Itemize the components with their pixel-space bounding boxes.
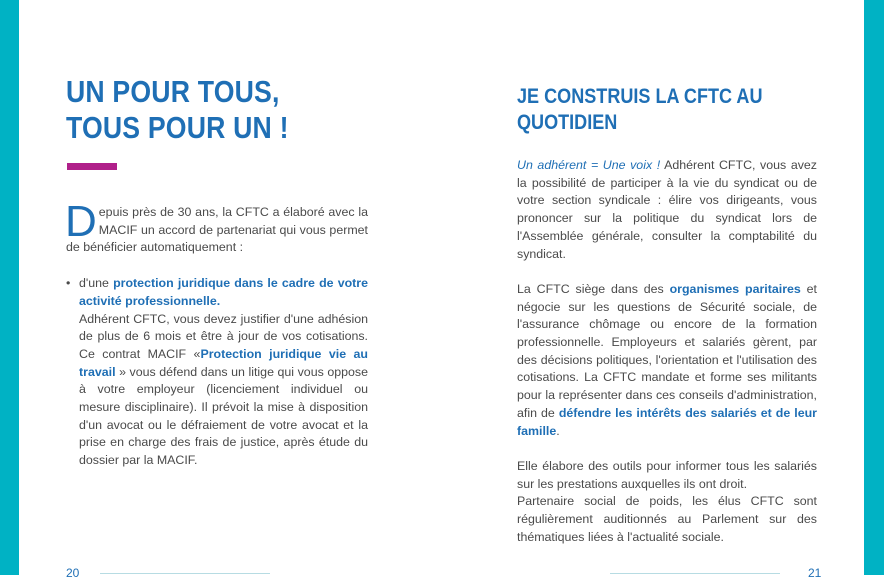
left-footer-rule bbox=[100, 573, 270, 574]
left-accent-band bbox=[0, 0, 19, 575]
right-page-title bbox=[517, 84, 762, 136]
voice-text: Adhérent CFTC, vous avez la possibilité de participer à la vie du syndicat ou de votre section syndicale : élire vos dirigeants, vous prononcer sur la politique du syndicat lors de l'Assemblée générale, consulter la comptabilité du syndicat. bbox=[517, 158, 817, 261]
paritaires-highlight: organismes paritaires bbox=[669, 281, 801, 296]
bullet-icon: • bbox=[66, 276, 71, 291]
right-title-line-1: JE CONSTRUIS LA CFTC AU bbox=[517, 85, 763, 108]
left-title-line-1: UN POUR TOUS, bbox=[66, 74, 280, 109]
right-title-line-2: QUOTIDIEN bbox=[517, 111, 618, 134]
intro-paragraph bbox=[65, 197, 368, 257]
detail-paragraph bbox=[66, 311, 368, 470]
left-title-line-2: TOUS POUR UN ! bbox=[66, 110, 289, 145]
detail-text-2: » vous défend dans un litige qui vous oppose à votre employeur (licenciement individuel ou mesure disciplinaire). Il prévoit la mise à disposition d'un avocat ou le défraiement de votre avocat et la prise en charge des frais de justice, après étude du dossier par la MACIF. bbox=[79, 364, 368, 468]
bullet-highlight: protection juridique dans le cadre de votre activité professionnelle. bbox=[79, 276, 368, 308]
right-page-number: 21 bbox=[808, 566, 822, 580]
bullet-item bbox=[66, 275, 368, 310]
voice-lead: Un adhérent = Une voix ! bbox=[517, 158, 661, 172]
voice-paragraph bbox=[517, 157, 817, 263]
paritaires-mid: et négocie sur les questions de Sécurité sociale, de l'assurance chômage ou encore de la formation professionnelle. Employeurs et salariés gèrent, par des décisions politiques, l'orientation et l'utilisation des cotisations. La CFTC mandate et forme ses militants pour la représenter dans ces conseils d'administration, afin de bbox=[517, 281, 817, 420]
detail-highlight: Protection juridique vie au travail bbox=[79, 346, 368, 379]
defendre-highlight: défendre les intérêts des salariés et de leur famille bbox=[517, 405, 817, 438]
detail-text-1: Adhérent CFTC, vous devez justifier d'une adhésion de plus de 6 mois et être à jour de vos cotisations. Ce contrat MACIF « bbox=[79, 311, 368, 361]
paritaires-end: . bbox=[556, 423, 560, 438]
bullet-pre: d'une bbox=[79, 276, 114, 291]
title-underline-bar bbox=[67, 163, 117, 170]
intro-text: epuis près de 30 ans, la CFTC a élaboré avec la MACIF un accord de partenariat qui vous permet de bénéficier automatiquement : bbox=[66, 205, 368, 255]
paritaires-paragraph bbox=[517, 281, 817, 440]
dropcap-letter: D bbox=[65, 197, 97, 246]
outils-paragraph: Elle élabore des outils pour informer tous les salariés sur les prestations auxquelles ils ont droit. bbox=[517, 458, 817, 491]
right-accent-band bbox=[864, 0, 884, 575]
right-body-column bbox=[517, 157, 817, 546]
left-page-title bbox=[66, 74, 289, 146]
partenaire-paragraph: Partenaire social de poids, les élus CFTC sont régulièrement auditionnés au Parlement sur des thématiques liées à l'actualité sociale. bbox=[517, 494, 817, 544]
left-page-number: 20 bbox=[66, 566, 80, 580]
paritaires-pre: La CFTC siège dans des bbox=[517, 281, 670, 296]
left-body-column bbox=[65, 197, 368, 470]
right-footer-rule bbox=[610, 573, 780, 574]
